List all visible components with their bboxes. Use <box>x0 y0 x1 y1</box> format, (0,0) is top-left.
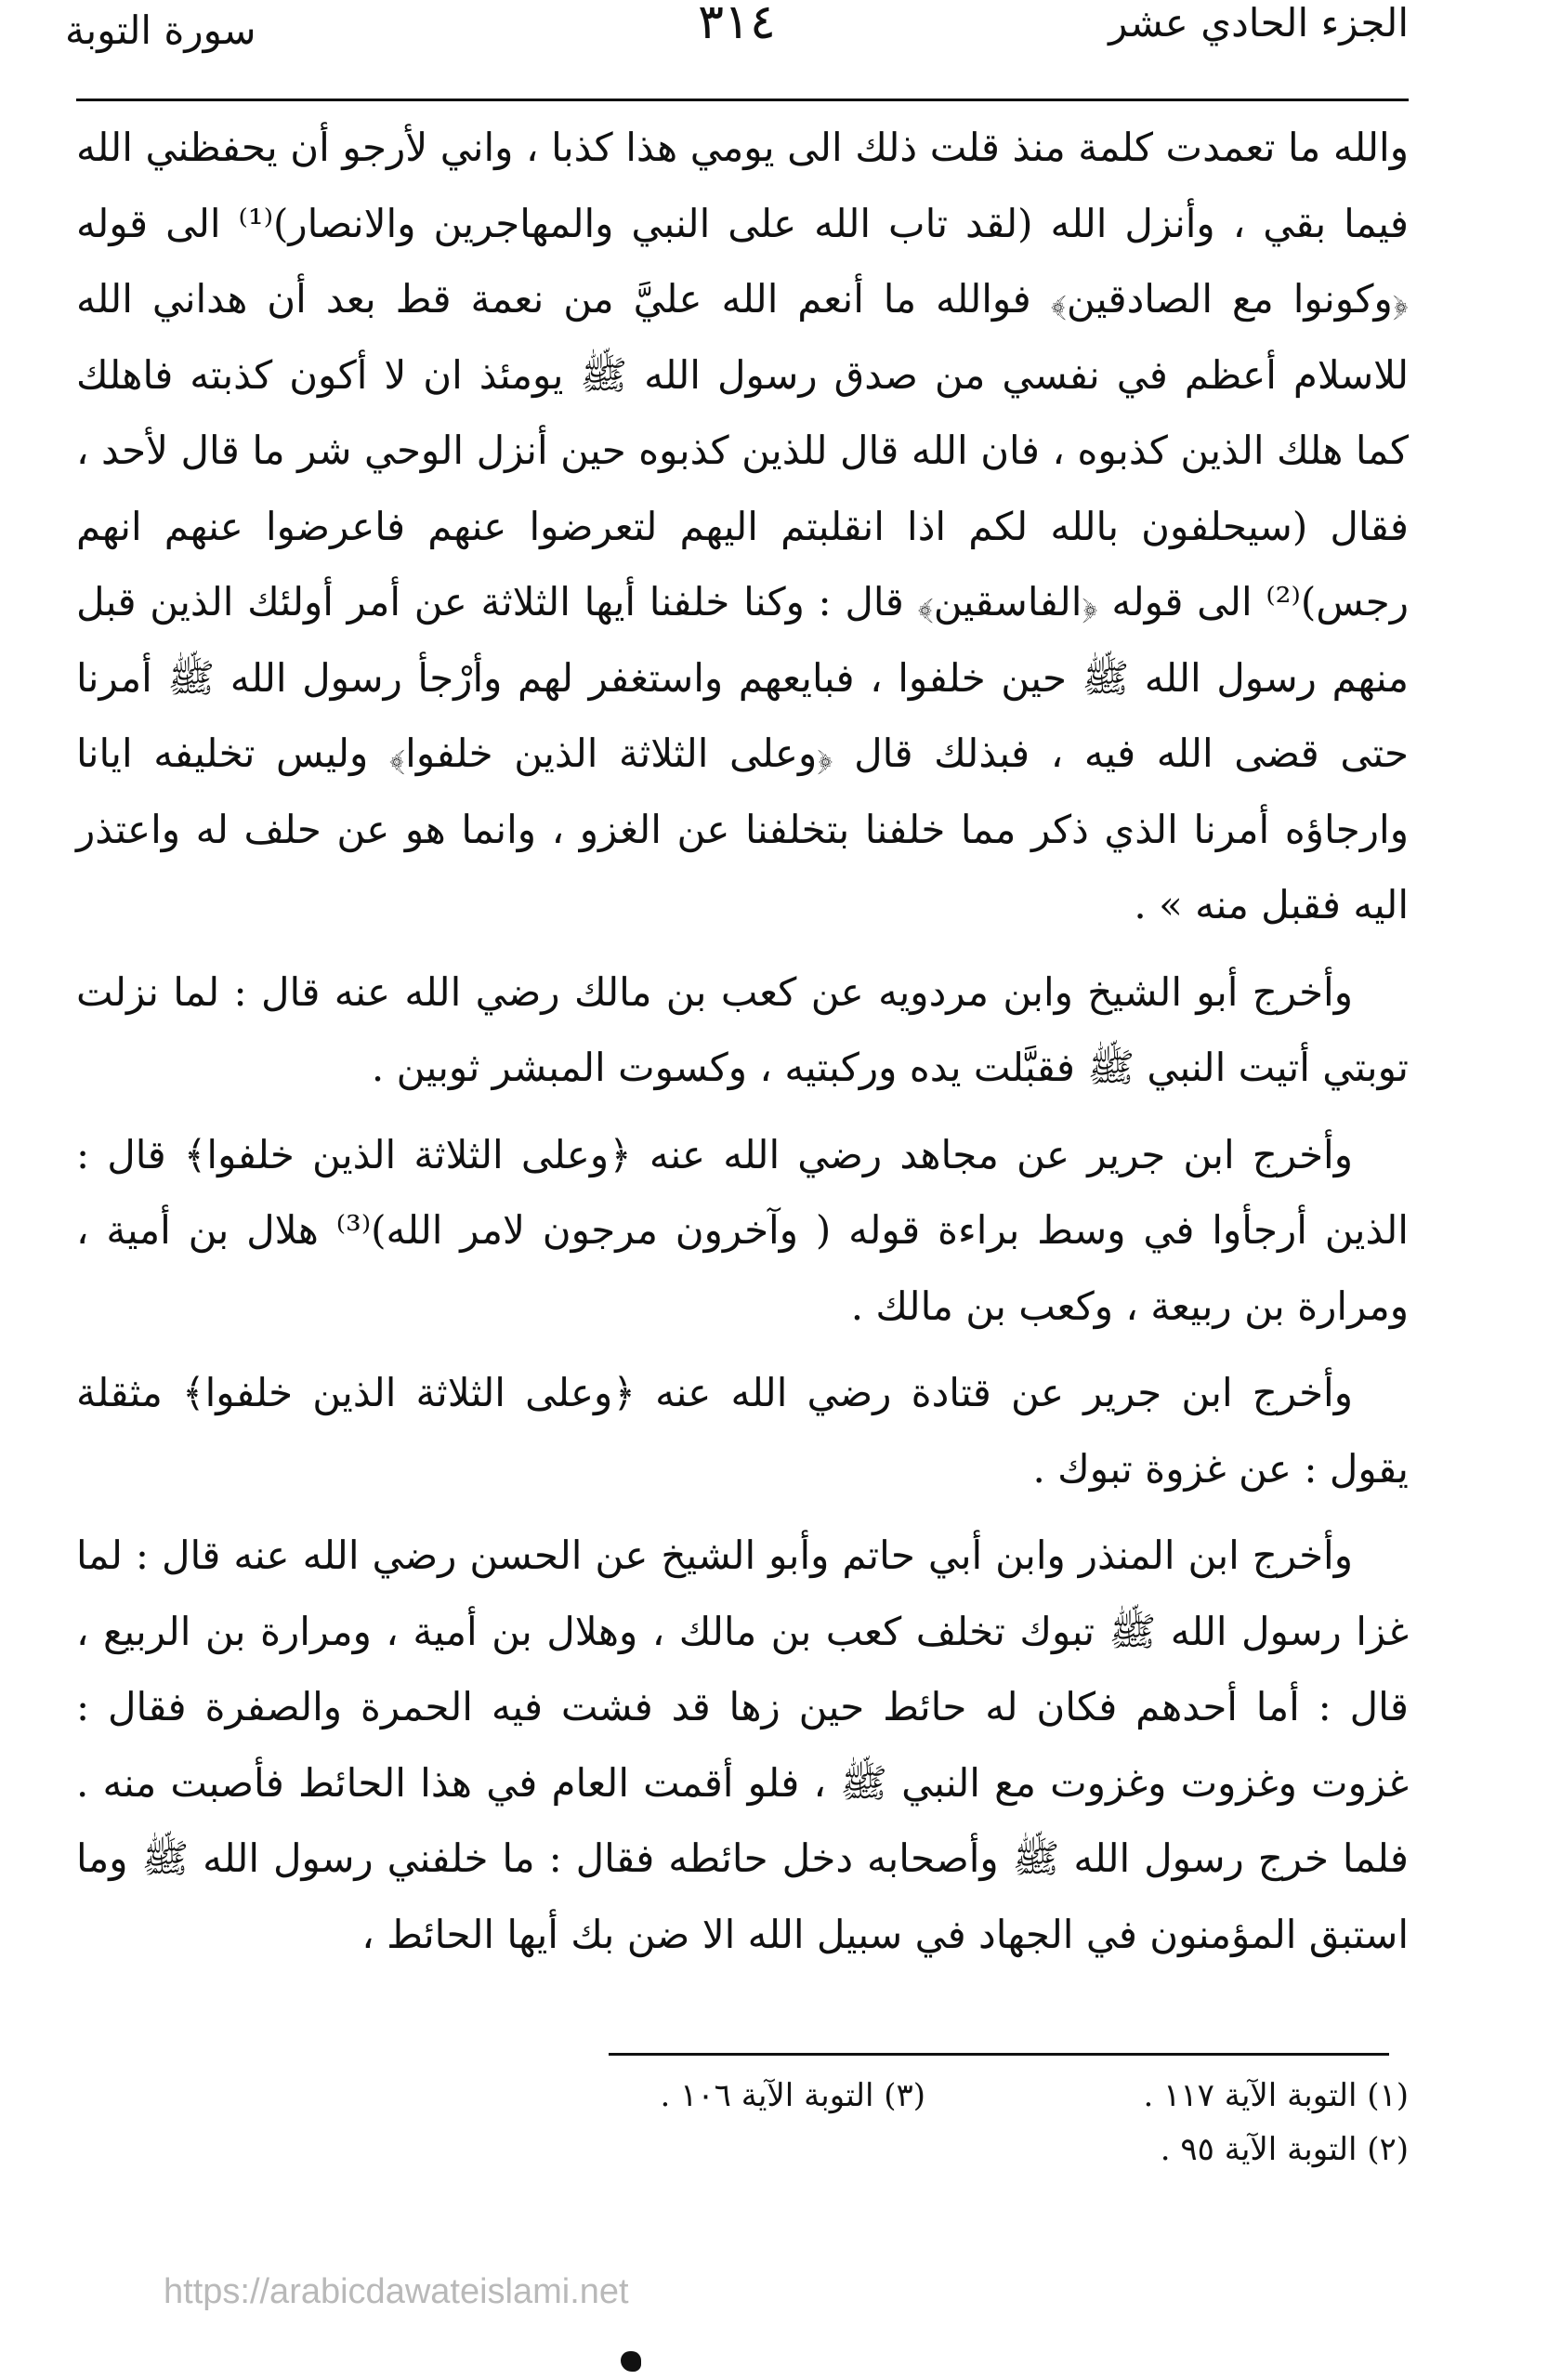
paragraph-2: وأخرج أبو الشيخ وابن مردويه عن كعب بن مالك رضي الله عنه قال : لما نزلت توبتي أتيت النبي ﷺ فقبَّلت يده وركبتيه ، وكسوت المبشر ثوبين . <box>76 968 1409 1090</box>
main-text <box>76 110 1409 1972</box>
footnote-row <box>442 2123 1409 2176</box>
footnote-1: (١) التوبة الآية ١١٧ . <box>1143 2077 1409 2114</box>
paragraph-1: والله ما تعمدت كلمة منذ قلت ذلك الى يومي هذا كذبا ، واني لأرجو أن يحفظني الله فيما بقي ، وأنزل الله (لقد تاب الله على النبي والمهاجرين والانصار)⁽¹⁾ الى قوله ﴿وكونوا مع الصادقين﴾ فوالله ما أنعم الله عليَّ من نعمة قط بعد أن هداني الله للاسلام أعظم في نفسي من صدق رسول الله ﷺ يومئذ ان لا أكون كذبته فاهلك كما هلك الذين كذبوه ، فان الله قال للذين كذبوه حين أنزل الوحي شر ما قال لأحد ، فقال (سيحلفون بالله لكم اذا انقلبتم اليهم لتعرضوا عنهم فاعرضوا عنهم انهم رجس)⁽²⁾ الى قوله ﴿الفاسقين﴾ قال : وكنا خلفنا أيها الثلاثة عن أمر أولئك الذين قبل منهم رسول الله ﷺ حين خلفوا ، فبايعهم واستغفر لهم وأرْجأ رسول الله ﷺ أمرنا حتى قضى الله فيه ، فبذلك قال ﴿وعلى الثلاثة الذين خلفوا﴾ وليس تخليفه ايانا وارجاؤه أمرنا الذي ذكر مما خلفنا بتخلفنا عن الغزو ، وانما هو عن حلف له واعتذر اليه فقبل منه » . <box>76 125 1409 927</box>
footnote-3: (٣) التوبة الآية ١٠٦ . <box>660 2077 925 2114</box>
footnotes <box>442 2069 1409 2176</box>
paragraph-3: وأخرج ابن جرير عن مجاهد رضي الله عنه ﴿وعلى الثلاثة الذين خلفوا﴾ قال : الذين أرجأوا في وسط براءة قوله ( وآخرون مرجون لامر الله)⁽³⁾ هلال بن أمية ، ومرارة بن ربيعة ، وكعب بن مالك . <box>76 1131 1409 1329</box>
juz-title: الجزء الحادي عشر <box>1109 0 1409 46</box>
page-header <box>65 0 1409 84</box>
header-divider <box>76 99 1409 101</box>
page-number: ٣١٤ <box>698 0 776 50</box>
ink-mark <box>621 2351 641 2372</box>
watermark-url: https://arabicdawateislami.net <box>164 2272 629 2311</box>
paragraph-5: وأخرج ابن المنذر وابن أبي حاتم وأبو الشيخ عن الحسن رضي الله عنه قال : لما غزا رسول الله ﷺ تبوك تخلف كعب بن مالك ، وهلال بن أمية ، ومرارة بن الربيع ، قال : أما أحدهم فكان له حائط حين زها قد فشت فيه الحمرة والصفرة فقال : غزوت وغزوت وغزوت مع النبي ﷺ ، فلو أقمت العام في هذا الحائط فأصبت منه . فلما خرج رسول الله ﷺ وأصحابه دخل حائطه فقال : ما خلفني رسول الله ﷺ وما استبق المؤمنون في الجهاد في سبيل الله الا ضن بك أيها الحائط ، <box>76 1532 1409 1957</box>
footnote-row <box>442 2069 1409 2123</box>
footnote-divider <box>609 2053 1389 2056</box>
surah-title: سورة التوبة <box>65 7 256 53</box>
footnote-2: (٢) التوبة الآية ٩٥ . <box>1160 2131 1409 2168</box>
paragraph-4: وأخرج ابن جرير عن قتادة رضي الله عنه ﴿وعلى الثلاثة الذين خلفوا﴾ مثقلة يقول : عن غزوة تبوك . <box>76 1370 1409 1492</box>
